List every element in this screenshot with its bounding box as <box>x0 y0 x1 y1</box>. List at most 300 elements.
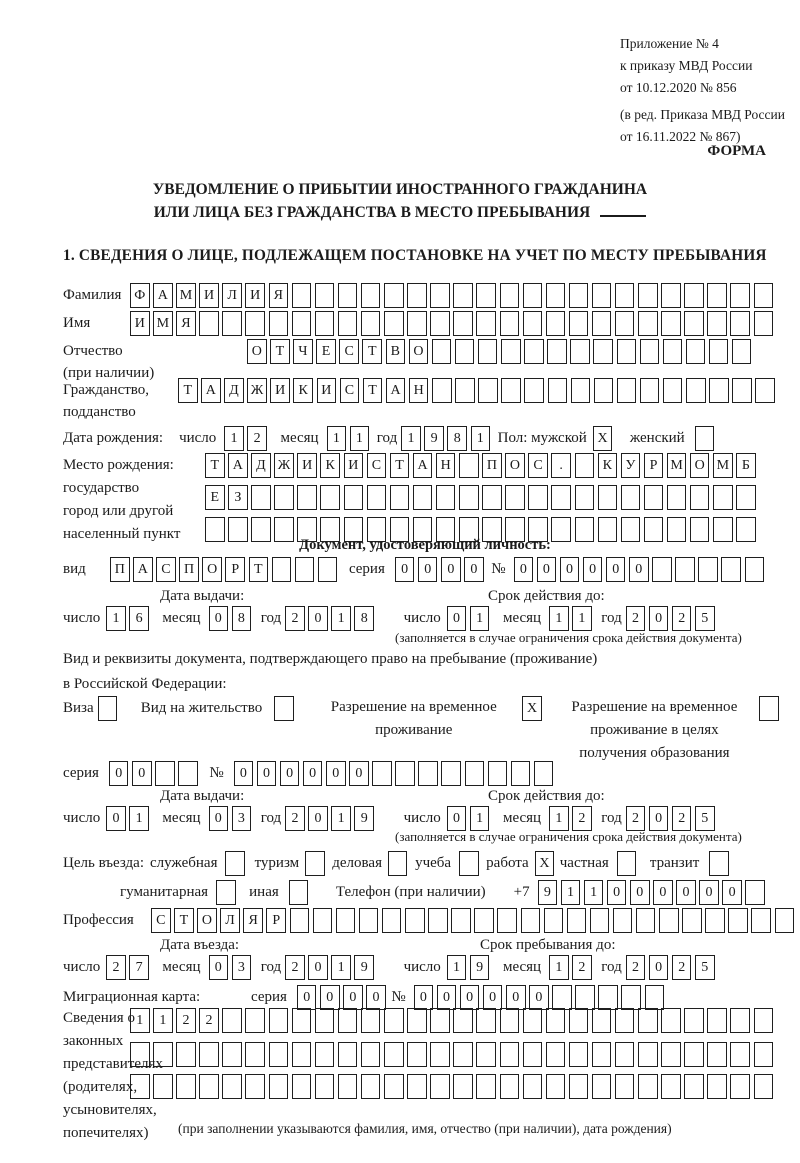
char-box[interactable]: 1 <box>327 426 347 451</box>
char-box[interactable] <box>640 339 660 364</box>
char-box[interactable] <box>617 851 637 876</box>
char-box[interactable]: 0 <box>132 761 152 786</box>
char-box[interactable] <box>575 985 595 1010</box>
char-box[interactable] <box>730 1042 750 1067</box>
char-box[interactable]: 0 <box>320 985 340 1010</box>
char-box[interactable] <box>567 908 587 933</box>
char-box[interactable] <box>730 1074 750 1099</box>
char-box[interactable]: 0 <box>280 761 300 786</box>
char-box[interactable] <box>661 311 681 336</box>
char-box[interactable]: С <box>528 453 548 478</box>
char-box[interactable]: Я <box>269 283 289 308</box>
char-box[interactable] <box>569 1008 589 1033</box>
char-box[interactable]: 0 <box>308 606 328 631</box>
char-box[interactable] <box>684 283 704 308</box>
char-box[interactable] <box>245 311 265 336</box>
char-box[interactable]: 1 <box>106 606 126 631</box>
char-box[interactable]: 0 <box>109 761 129 786</box>
char-box[interactable]: 0 <box>649 806 669 831</box>
char-box[interactable]: 0 <box>447 806 467 831</box>
char-box[interactable]: 2 <box>626 606 646 631</box>
char-box[interactable]: 1 <box>401 426 421 451</box>
char-box[interactable] <box>382 908 402 933</box>
char-box[interactable] <box>459 485 479 510</box>
char-box[interactable]: Т <box>363 378 383 403</box>
char-box[interactable] <box>453 311 473 336</box>
char-box[interactable] <box>476 283 496 308</box>
char-box[interactable] <box>521 908 541 933</box>
char-box[interactable] <box>372 761 392 786</box>
char-box[interactable]: 3 <box>232 955 252 980</box>
char-box[interactable]: М <box>667 453 687 478</box>
char-box[interactable] <box>388 851 408 876</box>
char-box[interactable] <box>225 851 245 876</box>
char-box[interactable]: 2 <box>626 806 646 831</box>
char-box[interactable] <box>465 761 485 786</box>
char-box[interactable] <box>552 985 572 1010</box>
char-box[interactable]: А <box>133 557 153 582</box>
char-box[interactable] <box>199 311 219 336</box>
char-box[interactable] <box>615 283 635 308</box>
char-box[interactable] <box>775 908 795 933</box>
char-box[interactable] <box>313 908 333 933</box>
char-box[interactable] <box>569 283 589 308</box>
char-box[interactable] <box>292 283 312 308</box>
char-box[interactable]: 0 <box>560 557 580 582</box>
char-box[interactable]: О <box>202 557 222 582</box>
char-box[interactable] <box>598 985 618 1010</box>
char-box[interactable]: И <box>245 283 265 308</box>
char-box[interactable]: А <box>201 378 221 403</box>
char-box[interactable] <box>130 1042 150 1067</box>
char-box[interactable] <box>684 311 704 336</box>
char-box[interactable] <box>407 1042 427 1067</box>
char-box[interactable] <box>707 311 727 336</box>
char-box[interactable] <box>384 1008 404 1033</box>
char-box[interactable] <box>551 485 571 510</box>
char-box[interactable] <box>245 1008 265 1033</box>
char-box[interactable] <box>407 1074 427 1099</box>
char-box[interactable]: 0 <box>629 557 649 582</box>
char-box[interactable]: 0 <box>483 985 503 1010</box>
char-box[interactable] <box>361 283 381 308</box>
char-box[interactable] <box>199 1074 219 1099</box>
char-box[interactable]: Т <box>390 453 410 478</box>
char-box[interactable]: 7 <box>129 955 149 980</box>
char-box[interactable]: 2 <box>626 955 646 980</box>
char-box[interactable]: 5 <box>695 955 715 980</box>
char-box[interactable]: . <box>551 453 571 478</box>
char-box[interactable]: 0 <box>257 761 277 786</box>
char-box[interactable]: 1 <box>331 806 351 831</box>
char-box[interactable] <box>644 485 664 510</box>
char-box[interactable]: Я <box>176 311 196 336</box>
char-box[interactable] <box>344 485 364 510</box>
char-box[interactable]: Т <box>249 557 269 582</box>
char-box[interactable] <box>707 1074 727 1099</box>
char-box[interactable] <box>667 485 687 510</box>
char-box[interactable] <box>548 378 568 403</box>
char-box[interactable] <box>575 453 595 478</box>
char-box[interactable] <box>269 1008 289 1033</box>
char-box[interactable]: 0 <box>653 880 673 905</box>
char-box[interactable]: О <box>505 453 525 478</box>
char-box[interactable]: 3 <box>232 806 252 831</box>
char-box[interactable] <box>615 1042 635 1067</box>
char-box[interactable] <box>432 378 452 403</box>
char-box[interactable] <box>721 557 741 582</box>
char-box[interactable] <box>216 880 236 905</box>
char-box[interactable] <box>153 1042 173 1067</box>
char-box[interactable] <box>428 908 448 933</box>
char-box[interactable]: 0 <box>676 880 696 905</box>
char-box[interactable] <box>222 311 242 336</box>
char-box[interactable] <box>638 1074 658 1099</box>
char-box[interactable] <box>361 1008 381 1033</box>
char-box[interactable]: 8 <box>232 606 252 631</box>
char-box[interactable] <box>315 283 335 308</box>
char-box[interactable] <box>441 761 461 786</box>
char-box[interactable]: И <box>317 378 337 403</box>
char-box[interactable] <box>534 761 554 786</box>
char-box[interactable]: И <box>270 378 290 403</box>
char-box[interactable] <box>544 908 564 933</box>
char-box[interactable] <box>615 1074 635 1099</box>
char-box[interactable] <box>315 311 335 336</box>
char-box[interactable]: Т <box>362 339 382 364</box>
char-box[interactable] <box>430 283 450 308</box>
char-box[interactable] <box>546 1042 566 1067</box>
char-box[interactable] <box>592 311 612 336</box>
char-box[interactable]: А <box>228 453 248 478</box>
char-box[interactable]: 0 <box>607 880 627 905</box>
char-box[interactable] <box>453 1008 473 1033</box>
char-box[interactable]: 1 <box>470 806 490 831</box>
char-box[interactable]: 0 <box>506 985 526 1010</box>
char-box[interactable] <box>245 1074 265 1099</box>
char-box[interactable]: 1 <box>331 606 351 631</box>
char-box[interactable] <box>476 311 496 336</box>
char-box[interactable] <box>459 851 479 876</box>
char-box[interactable] <box>474 908 494 933</box>
char-box[interactable] <box>384 283 404 308</box>
char-box[interactable]: 0 <box>630 880 650 905</box>
char-box[interactable] <box>478 339 498 364</box>
char-box[interactable]: 0 <box>308 806 328 831</box>
char-box[interactable] <box>405 908 425 933</box>
char-box[interactable]: Т <box>174 908 194 933</box>
char-box[interactable]: 1 <box>584 880 604 905</box>
char-box[interactable]: 9 <box>424 426 444 451</box>
char-box[interactable]: 9 <box>538 880 558 905</box>
char-box[interactable] <box>338 311 358 336</box>
char-box[interactable] <box>528 485 548 510</box>
char-box[interactable] <box>592 1042 612 1067</box>
char-box[interactable]: 1 <box>561 880 581 905</box>
char-box[interactable]: С <box>339 339 359 364</box>
char-box[interactable] <box>338 1042 358 1067</box>
char-box[interactable] <box>305 851 325 876</box>
char-box[interactable]: К <box>293 378 313 403</box>
char-box[interactable] <box>297 485 317 510</box>
char-box[interactable] <box>736 485 756 510</box>
char-box[interactable]: Р <box>225 557 245 582</box>
char-box[interactable] <box>361 311 381 336</box>
char-box[interactable]: А <box>153 283 173 308</box>
char-box[interactable] <box>659 908 679 933</box>
char-box[interactable] <box>361 1042 381 1067</box>
char-box[interactable]: П <box>179 557 199 582</box>
char-box[interactable]: В <box>386 339 406 364</box>
char-box[interactable] <box>754 1074 774 1099</box>
char-box[interactable] <box>511 761 531 786</box>
char-box[interactable] <box>615 1008 635 1033</box>
char-box[interactable] <box>488 761 508 786</box>
char-box[interactable] <box>222 1042 242 1067</box>
char-box[interactable]: 0 <box>366 985 386 1010</box>
char-box[interactable]: X <box>593 426 613 451</box>
char-box[interactable]: 0 <box>209 806 229 831</box>
char-box[interactable] <box>292 1074 312 1099</box>
char-box[interactable]: К <box>598 453 618 478</box>
char-box[interactable]: 1 <box>129 806 149 831</box>
char-box[interactable] <box>455 339 475 364</box>
char-box[interactable] <box>730 283 750 308</box>
char-box[interactable]: 2 <box>176 1008 196 1033</box>
char-box[interactable] <box>500 1042 520 1067</box>
char-box[interactable] <box>640 378 660 403</box>
char-box[interactable]: 0 <box>106 806 126 831</box>
char-box[interactable] <box>569 1074 589 1099</box>
char-box[interactable]: 0 <box>649 606 669 631</box>
char-box[interactable] <box>274 485 294 510</box>
char-box[interactable]: А <box>413 453 433 478</box>
char-box[interactable]: 0 <box>441 557 461 582</box>
char-box[interactable] <box>292 311 312 336</box>
char-box[interactable] <box>661 1042 681 1067</box>
char-box[interactable] <box>684 1008 704 1033</box>
char-box[interactable]: К <box>320 453 340 478</box>
char-box[interactable] <box>730 1008 750 1033</box>
char-box[interactable] <box>315 1008 335 1033</box>
char-box[interactable]: 1 <box>549 806 569 831</box>
char-box[interactable] <box>501 378 521 403</box>
char-box[interactable]: Я <box>243 908 263 933</box>
char-box[interactable] <box>686 378 706 403</box>
char-box[interactable] <box>592 283 612 308</box>
char-box[interactable] <box>661 283 681 308</box>
char-box[interactable] <box>476 1008 496 1033</box>
char-box[interactable]: 9 <box>470 955 490 980</box>
char-box[interactable] <box>459 453 479 478</box>
char-box[interactable]: У <box>621 453 641 478</box>
char-box[interactable]: 9 <box>354 955 374 980</box>
char-box[interactable]: 1 <box>470 606 490 631</box>
char-box[interactable] <box>315 1074 335 1099</box>
char-box[interactable] <box>751 908 771 933</box>
char-box[interactable] <box>500 283 520 308</box>
char-box[interactable] <box>621 985 641 1010</box>
char-box[interactable] <box>732 339 752 364</box>
char-box[interactable]: 2 <box>572 955 592 980</box>
char-box[interactable]: 0 <box>699 880 719 905</box>
char-box[interactable]: И <box>297 453 317 478</box>
char-box[interactable]: О <box>409 339 429 364</box>
char-box[interactable] <box>269 1042 289 1067</box>
char-box[interactable] <box>505 485 525 510</box>
char-box[interactable] <box>336 908 356 933</box>
char-box[interactable]: 0 <box>297 985 317 1010</box>
char-box[interactable]: Р <box>266 908 286 933</box>
char-box[interactable] <box>593 339 613 364</box>
char-box[interactable]: Ж <box>274 453 294 478</box>
char-box[interactable] <box>684 1042 704 1067</box>
char-box[interactable]: Т <box>205 453 225 478</box>
char-box[interactable] <box>407 1008 427 1033</box>
char-box[interactable] <box>617 378 637 403</box>
char-box[interactable] <box>661 1074 681 1099</box>
char-box[interactable]: Н <box>409 378 429 403</box>
char-box[interactable]: И <box>199 283 219 308</box>
char-box[interactable] <box>754 311 774 336</box>
char-box[interactable] <box>575 485 595 510</box>
char-box[interactable]: О <box>690 453 710 478</box>
char-box[interactable] <box>430 311 450 336</box>
char-box[interactable] <box>613 908 633 933</box>
char-box[interactable] <box>523 1008 543 1033</box>
char-box[interactable] <box>269 311 289 336</box>
char-box[interactable] <box>222 1074 242 1099</box>
char-box[interactable]: И <box>130 311 150 336</box>
char-box[interactable] <box>707 283 727 308</box>
char-box[interactable]: 1 <box>549 955 569 980</box>
char-box[interactable]: 5 <box>695 606 715 631</box>
char-box[interactable]: Д <box>251 453 271 478</box>
char-box[interactable] <box>295 557 315 582</box>
char-box[interactable] <box>453 1042 473 1067</box>
char-box[interactable]: 0 <box>209 606 229 631</box>
char-box[interactable] <box>523 283 543 308</box>
char-box[interactable]: 2 <box>285 955 305 980</box>
char-box[interactable]: 0 <box>234 761 254 786</box>
char-box[interactable]: 2 <box>672 955 692 980</box>
char-box[interactable] <box>675 557 695 582</box>
char-box[interactable]: 1 <box>130 1008 150 1033</box>
char-box[interactable]: 2 <box>106 955 126 980</box>
char-box[interactable] <box>500 1074 520 1099</box>
char-box[interactable] <box>652 557 672 582</box>
char-box[interactable] <box>478 378 498 403</box>
char-box[interactable] <box>592 1008 612 1033</box>
char-box[interactable] <box>318 557 338 582</box>
char-box[interactable] <box>176 1042 196 1067</box>
char-box[interactable]: С <box>156 557 176 582</box>
char-box[interactable] <box>361 1074 381 1099</box>
char-box[interactable] <box>178 761 198 786</box>
char-box[interactable] <box>695 426 715 451</box>
char-box[interactable]: Т <box>270 339 290 364</box>
char-box[interactable]: М <box>153 311 173 336</box>
char-box[interactable]: X <box>535 851 555 876</box>
char-box[interactable]: Ж <box>247 378 267 403</box>
char-box[interactable] <box>569 1042 589 1067</box>
char-box[interactable]: Е <box>316 339 336 364</box>
char-box[interactable] <box>176 1074 196 1099</box>
char-box[interactable]: С <box>367 453 387 478</box>
char-box[interactable] <box>407 311 427 336</box>
char-box[interactable] <box>754 283 774 308</box>
char-box[interactable] <box>453 1074 473 1099</box>
char-box[interactable] <box>645 985 665 1010</box>
char-box[interactable] <box>315 1042 335 1067</box>
char-box[interactable]: О <box>197 908 217 933</box>
char-box[interactable] <box>728 908 748 933</box>
char-box[interactable]: 0 <box>514 557 534 582</box>
char-box[interactable] <box>682 908 702 933</box>
char-box[interactable] <box>320 485 340 510</box>
char-box[interactable]: Е <box>205 485 225 510</box>
char-box[interactable]: X <box>522 696 542 721</box>
char-box[interactable] <box>754 1008 774 1033</box>
char-box[interactable] <box>730 311 750 336</box>
char-box[interactable] <box>153 1074 173 1099</box>
char-box[interactable]: 2 <box>247 426 267 451</box>
char-box[interactable] <box>686 339 706 364</box>
char-box[interactable]: 0 <box>529 985 549 1010</box>
char-box[interactable] <box>524 339 544 364</box>
char-box[interactable] <box>707 1042 727 1067</box>
char-box[interactable] <box>476 1074 496 1099</box>
char-box[interactable] <box>546 1008 566 1033</box>
char-box[interactable]: 0 <box>447 606 467 631</box>
char-box[interactable]: 0 <box>395 557 415 582</box>
char-box[interactable] <box>436 485 456 510</box>
char-box[interactable]: 0 <box>606 557 626 582</box>
char-box[interactable] <box>98 696 118 721</box>
char-box[interactable]: 1 <box>224 426 244 451</box>
char-box[interactable]: 9 <box>354 806 374 831</box>
char-box[interactable]: 0 <box>649 955 669 980</box>
char-box[interactable]: Б <box>736 453 756 478</box>
char-box[interactable] <box>524 378 544 403</box>
char-box[interactable] <box>638 1042 658 1067</box>
char-box[interactable] <box>430 1042 450 1067</box>
char-box[interactable] <box>292 1008 312 1033</box>
char-box[interactable] <box>384 1042 404 1067</box>
char-box[interactable] <box>497 908 517 933</box>
char-box[interactable] <box>755 378 775 403</box>
char-box[interactable] <box>759 696 779 721</box>
char-box[interactable] <box>592 1074 612 1099</box>
char-box[interactable]: 0 <box>464 557 484 582</box>
char-box[interactable]: 2 <box>199 1008 219 1033</box>
char-box[interactable] <box>617 339 637 364</box>
char-box[interactable] <box>705 908 725 933</box>
char-box[interactable]: 1 <box>471 426 491 451</box>
char-box[interactable] <box>413 485 433 510</box>
char-box[interactable] <box>709 851 729 876</box>
char-box[interactable] <box>590 908 610 933</box>
char-box[interactable] <box>621 485 641 510</box>
char-box[interactable] <box>384 1074 404 1099</box>
char-box[interactable]: 2 <box>285 606 305 631</box>
char-box[interactable] <box>290 908 310 933</box>
char-box[interactable]: 0 <box>418 557 438 582</box>
char-box[interactable] <box>274 696 294 721</box>
char-box[interactable] <box>482 485 502 510</box>
char-box[interactable] <box>546 1074 566 1099</box>
char-box[interactable] <box>130 1074 150 1099</box>
